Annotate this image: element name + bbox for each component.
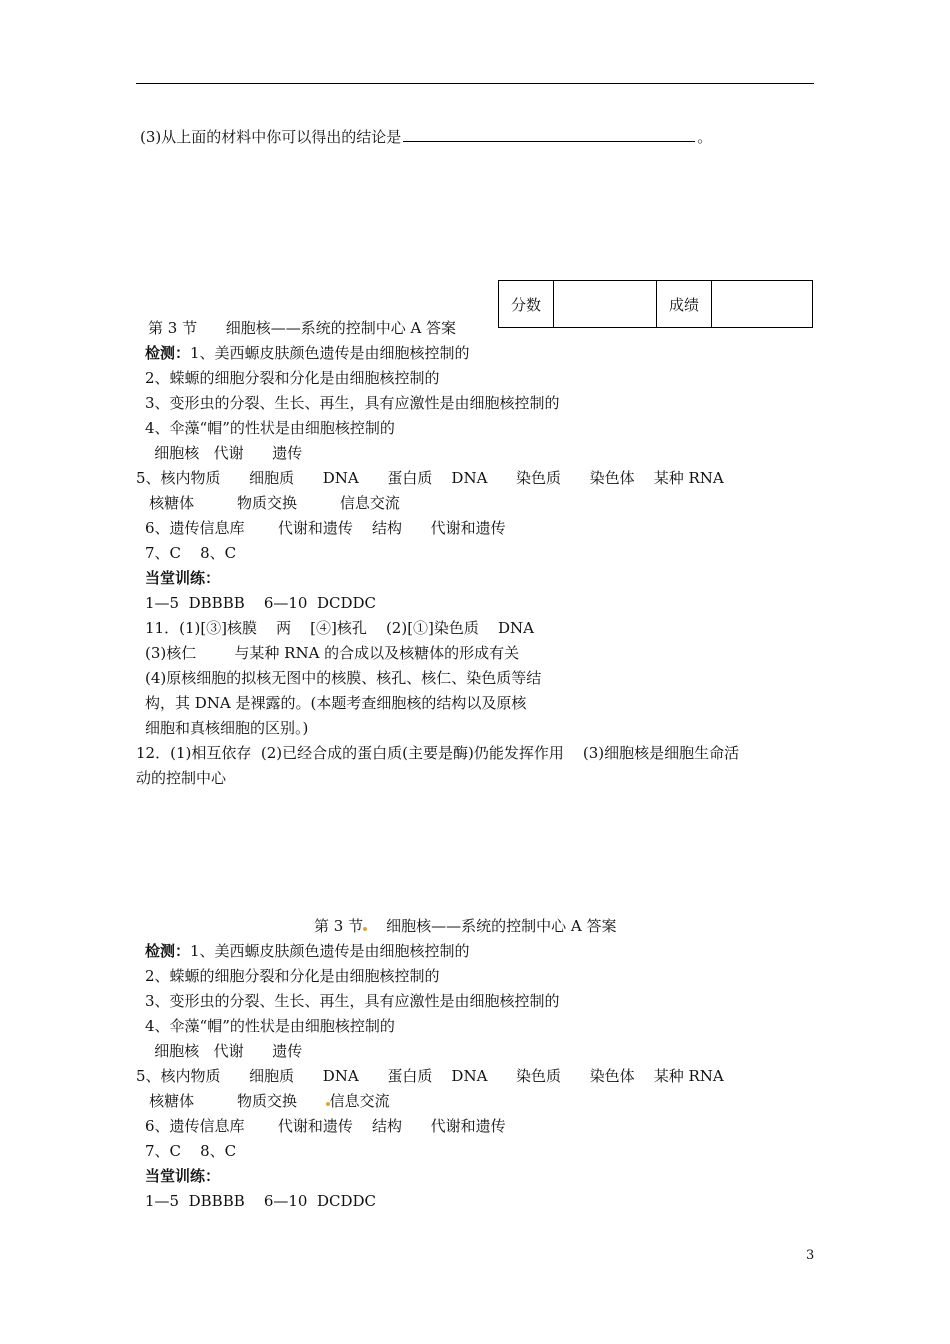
section1-dangtang-label (145, 568, 220, 588)
section1-line-8: 6、遗传信息库 代谢和遗传 结构 代谢和遗传 (145, 519, 506, 537)
header-rule (136, 83, 814, 84)
section1-line-9: 7、C 8、C (145, 544, 237, 562)
page-number: 3 (806, 1248, 815, 1263)
answer-blank[interactable] (403, 127, 695, 142)
question-3-text: (3)从上面的材料中你可以得出的结论是 (140, 128, 402, 146)
section1-training-4: (4)原核细胞的拟核无图中的核膜、核孔、核仁、染色质等结 (145, 669, 542, 687)
section2-line-8: 6、遗传信息库 代谢和遗传 结构 代谢和遗传 (145, 1117, 506, 1135)
section2-dangtang-label (145, 1166, 220, 1186)
grade-value-cell[interactable] (712, 281, 813, 328)
section2-title-part-a: 第 3 节 (314, 917, 364, 935)
question-3-line (140, 127, 712, 147)
section2-line-5: 细胞核 代谢 遗传 (140, 1042, 303, 1060)
section1-training-5: 构，其 DNA 是裸露的。(本题考查细胞核的结构以及原核 (145, 694, 527, 712)
section1-line-6: 5、核内物质 细胞质 DNA 蛋白质 DNA 染色质 染色体 某种 RNA (136, 469, 724, 487)
section2-training-1: 1—5 DBBBB 6—10 DCDDC (145, 1192, 377, 1210)
section2-line-9: 7、C 8、C (145, 1142, 237, 1160)
section1-line-2: 2、蝾螈的细胞分裂和分化是由细胞核控制的 (145, 369, 440, 387)
section1-dangtang-text: 当堂训练： (145, 569, 221, 587)
section1-title: 第 3 节 细胞核——系统的控制中心 A 答案 (148, 319, 457, 337)
section1-training-7: 12．(1)相互依存 (2)已经合成的蛋白质(主要是酶)仍能发挥作用 (3)细胞核是细胞生命活 (136, 744, 740, 762)
section1-line-4: 4、伞藻“帽”的性状是由细胞核控制的 (145, 419, 395, 437)
section2-line-7 (130, 1091, 390, 1111)
section1-training-2: 11．(1)[③]核膜 两 [④]核孔 (2)[①]染色质 DNA (145, 619, 534, 637)
section1-jiance-label: 检测： (145, 344, 191, 362)
section2-jiance-line-1 (145, 941, 470, 961)
score-value-cell[interactable] (554, 281, 657, 328)
section1-jiance-line-1 (145, 343, 470, 363)
section2-line-3: 3、变形虫的分裂、生长、再生，具有应激性是由细胞核控制的 (145, 992, 560, 1010)
grade-label: 成绩 (657, 281, 712, 328)
section2-dangtang-text: 当堂训练： (145, 1167, 221, 1185)
section2-line-7b: 信息交流 (329, 1092, 390, 1110)
score-table (498, 280, 813, 328)
section1-training-8: 动的控制中心 (136, 769, 227, 787)
section2-line-1: 1、美西螈皮肤颜色遗传是由细胞核控制的 (190, 942, 470, 960)
section2-line-4: 4、伞藻“帽”的性状是由细胞核控制的 (145, 1017, 395, 1035)
section2-title-part-b: 细胞核——系统的控制中心 A 答案 (367, 917, 617, 935)
section2-jiance-label: 检测： (145, 942, 191, 960)
section1-training-6: 细胞和真核细胞的区别。) (145, 719, 309, 737)
section2-line-6: 5、核内物质 细胞质 DNA 蛋白质 DNA 染色质 染色体 某种 RNA (136, 1067, 724, 1085)
section1-training-3: (3)核仁 与某种 RNA 的合成以及核糖体的形成有关 (145, 644, 520, 662)
section1-training-1: 1—5 DBBBB 6—10 DCDDC (145, 594, 377, 612)
section2-line-7a: 核糖体 物质交换 (130, 1092, 326, 1110)
section2-title (314, 916, 617, 936)
section2-line-2: 2、蝾螈的细胞分裂和分化是由细胞核控制的 (145, 967, 440, 985)
section1-line-1: 1、美西螈皮肤颜色遗传是由细胞核控制的 (190, 344, 470, 362)
question-3-suffix: 。 (697, 128, 713, 146)
score-label: 分数 (499, 281, 554, 328)
section1-line-5: 细胞核 代谢 遗传 (140, 444, 303, 462)
section1-line-7: 核糖体 物质交换 信息交流 (130, 494, 400, 512)
section1-line-3: 3、变形虫的分裂、生长、再生，具有应激性是由细胞核控制的 (145, 394, 560, 412)
